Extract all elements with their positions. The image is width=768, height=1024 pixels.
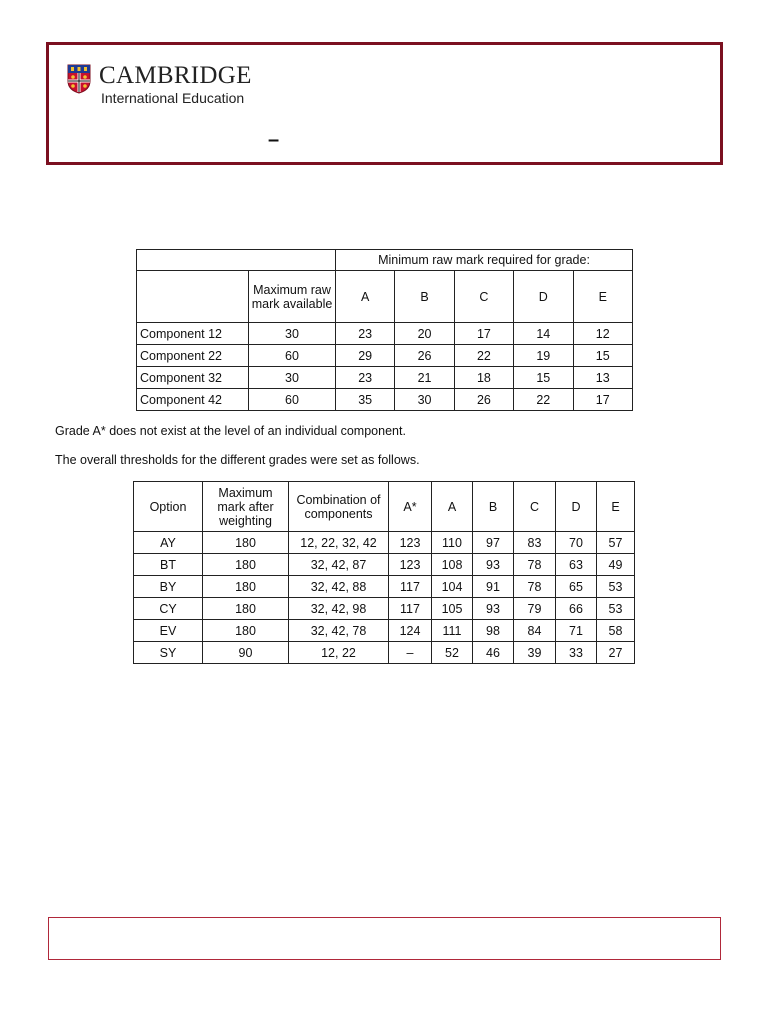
cell: 97 xyxy=(473,532,514,554)
cell: CY xyxy=(134,598,203,620)
cell: 53 xyxy=(597,576,635,598)
cell: 39 xyxy=(514,642,556,664)
cell: 57 xyxy=(597,532,635,554)
cell: 32, 42, 78 xyxy=(289,620,389,642)
cell: 108 xyxy=(432,554,473,576)
cell: 105 xyxy=(432,598,473,620)
grade-mark: 29 xyxy=(336,345,395,367)
table-row xyxy=(137,345,633,367)
table-row xyxy=(137,323,633,345)
max-mark: 30 xyxy=(249,323,336,345)
option-thresholds-table xyxy=(133,481,635,664)
cell: 32, 42, 88 xyxy=(289,576,389,598)
grade-mark: 14 xyxy=(514,323,573,345)
grade-mark: 17 xyxy=(454,323,513,345)
cell: 53 xyxy=(597,598,635,620)
cell: 111 xyxy=(432,620,473,642)
component-label: Component 12 xyxy=(137,323,249,345)
cell: 12, 22 xyxy=(289,642,389,664)
max-mark: 60 xyxy=(249,389,336,411)
grade-mark: 30 xyxy=(395,389,454,411)
grade-mark: 21 xyxy=(395,367,454,389)
component-label: Component 42 xyxy=(137,389,249,411)
grade-mark: 23 xyxy=(336,367,395,389)
blank-header-cell xyxy=(137,271,249,323)
cell: 63 xyxy=(556,554,597,576)
grade-header: Minimum raw mark required for grade: xyxy=(336,250,633,271)
brand-name: CAMBRIDGE xyxy=(99,62,252,89)
col-header: Maximum mark after weighting xyxy=(203,482,289,532)
cell: 90 xyxy=(203,642,289,664)
table-row xyxy=(134,642,635,664)
grade-mark: 22 xyxy=(514,389,573,411)
cell: 123 xyxy=(389,532,432,554)
max-mark: 30 xyxy=(249,367,336,389)
cell: 180 xyxy=(203,598,289,620)
cell: 93 xyxy=(473,554,514,576)
header-dash: – xyxy=(268,129,280,151)
max-mark: 60 xyxy=(249,345,336,367)
note-component-level: Grade A* does not exist at the level of an individual component. xyxy=(55,424,406,438)
grade-mark: 20 xyxy=(395,323,454,345)
cell: 84 xyxy=(514,620,556,642)
grade-mark: 35 xyxy=(336,389,395,411)
cell: 93 xyxy=(473,598,514,620)
cell: 49 xyxy=(597,554,635,576)
col-header: Option xyxy=(134,482,203,532)
cell: AY xyxy=(134,532,203,554)
note-overall-thresholds: The overall thresholds for the different grades were set as follows. xyxy=(55,453,420,467)
grade-mark: 26 xyxy=(395,345,454,367)
component-label: Component 22 xyxy=(137,345,249,367)
cell: 91 xyxy=(473,576,514,598)
col-header: A xyxy=(432,482,473,532)
cell: 124 xyxy=(389,620,432,642)
grade-mark: 13 xyxy=(573,367,633,389)
cell: 110 xyxy=(432,532,473,554)
cell: 27 xyxy=(597,642,635,664)
cell: BY xyxy=(134,576,203,598)
cell: 79 xyxy=(514,598,556,620)
grade-mark: 26 xyxy=(454,389,513,411)
header-box xyxy=(46,42,723,165)
max-mark-header: Maximum raw mark available xyxy=(249,271,336,323)
grade-mark: 15 xyxy=(573,345,633,367)
cell: 32, 42, 98 xyxy=(289,598,389,620)
cambridge-logo xyxy=(67,62,252,106)
cell: 66 xyxy=(556,598,597,620)
cell: 65 xyxy=(556,576,597,598)
grade-mark: 12 xyxy=(573,323,633,345)
table-row xyxy=(137,367,633,389)
cell: BT xyxy=(134,554,203,576)
col-header: B xyxy=(473,482,514,532)
grade-mark: 19 xyxy=(514,345,573,367)
cell: 180 xyxy=(203,532,289,554)
grade-mark: 18 xyxy=(454,367,513,389)
col-header: E xyxy=(597,482,635,532)
cell: 98 xyxy=(473,620,514,642)
blank-header-cell xyxy=(137,250,336,271)
col-header: C xyxy=(514,482,556,532)
cell: 46 xyxy=(473,642,514,664)
col-header: A* xyxy=(389,482,432,532)
col-header: Combination of components xyxy=(289,482,389,532)
cell: 117 xyxy=(389,576,432,598)
crest-icon xyxy=(67,64,91,94)
cell: – xyxy=(389,642,432,664)
cell: 180 xyxy=(203,576,289,598)
grade-mark: 22 xyxy=(454,345,513,367)
cell: 123 xyxy=(389,554,432,576)
brand-subtitle: International Education xyxy=(101,90,245,106)
component-thresholds-table xyxy=(136,249,633,411)
col-header: D xyxy=(556,482,597,532)
cell: 12, 22, 32, 42 xyxy=(289,532,389,554)
cell: 117 xyxy=(389,598,432,620)
cell: 33 xyxy=(556,642,597,664)
component-label: Component 32 xyxy=(137,367,249,389)
grade-col-header: A xyxy=(336,271,395,323)
table-row xyxy=(137,389,633,411)
grade-mark: 17 xyxy=(573,389,633,411)
grade-col-header: B xyxy=(395,271,454,323)
grade-col-header: E xyxy=(573,271,633,323)
grade-col-header: C xyxy=(454,271,513,323)
cell: 70 xyxy=(556,532,597,554)
table-row xyxy=(134,576,635,598)
cell: EV xyxy=(134,620,203,642)
cell: 78 xyxy=(514,554,556,576)
cell: 180 xyxy=(203,554,289,576)
table-row xyxy=(134,620,635,642)
grade-mark: 15 xyxy=(514,367,573,389)
grade-mark: 23 xyxy=(336,323,395,345)
cell: 104 xyxy=(432,576,473,598)
table-row xyxy=(134,598,635,620)
footer-box xyxy=(48,917,721,960)
table-row xyxy=(134,554,635,576)
cell: 83 xyxy=(514,532,556,554)
grade-col-header: D xyxy=(514,271,573,323)
cell: 32, 42, 87 xyxy=(289,554,389,576)
table-row xyxy=(134,532,635,554)
cell: 78 xyxy=(514,576,556,598)
cell: 71 xyxy=(556,620,597,642)
cell: 58 xyxy=(597,620,635,642)
cell: 52 xyxy=(432,642,473,664)
cell: 180 xyxy=(203,620,289,642)
cell: SY xyxy=(134,642,203,664)
